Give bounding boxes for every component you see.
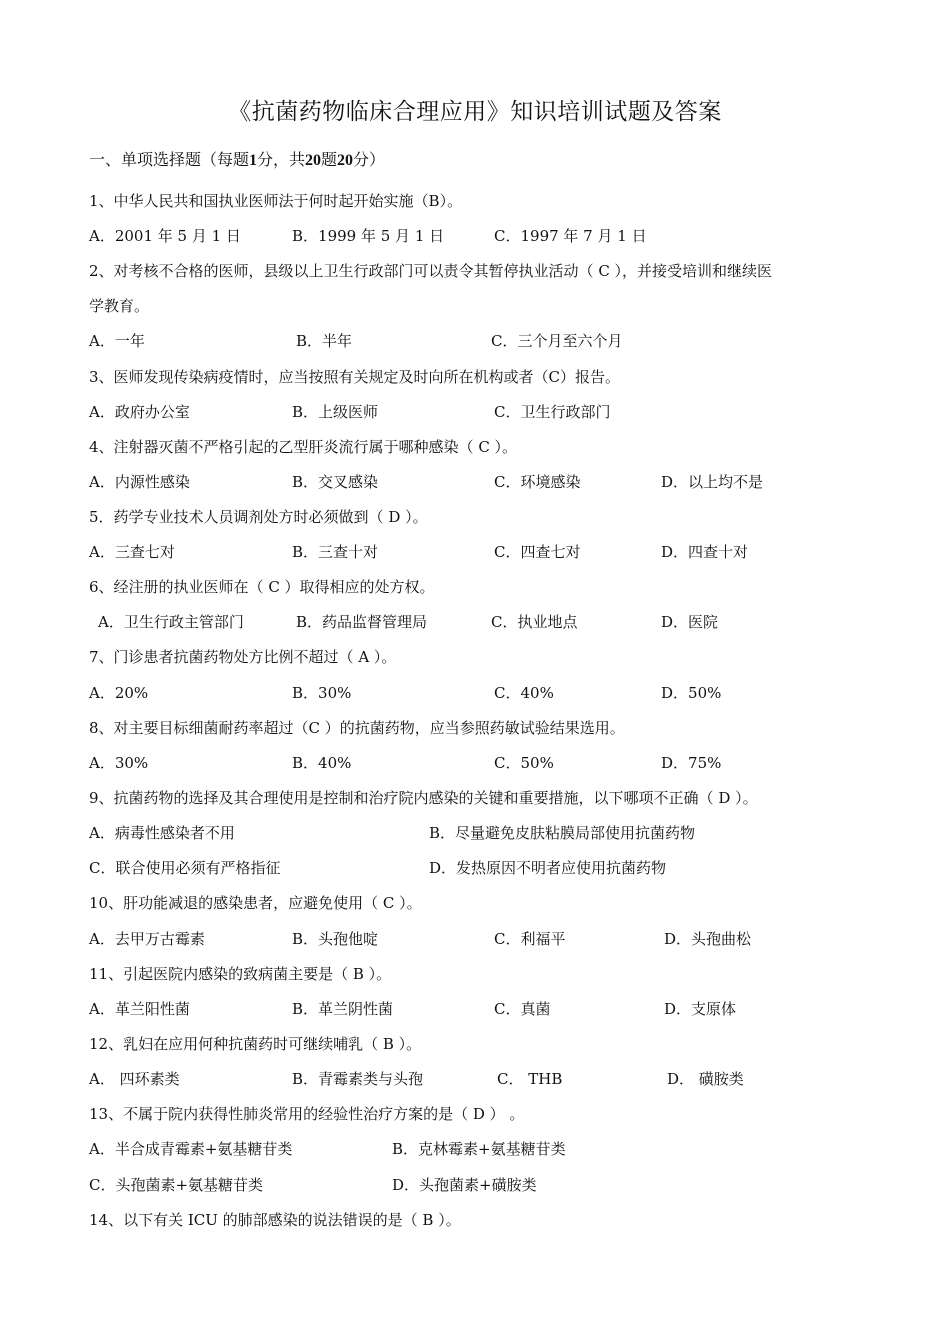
answer-option: B．40% [292, 754, 352, 772]
answer-option: A．2001 年 5 月 1 日 [89, 227, 241, 245]
question-stem: 4、注射器灭菌不严格引起的乙型肝炎流行属于哪种感染（ C ）。 [89, 438, 518, 456]
section-heading-text: 一、单项选择题（每题 [89, 150, 250, 169]
answer-option: C．联合使用必须有严格指征 [89, 859, 281, 877]
answer-option: D．支原体 [664, 1000, 737, 1018]
answer-option: A．一年 [89, 332, 145, 350]
answer-option: D．头孢菌素+磺胺类 [392, 1176, 537, 1194]
answer-option: C．环境感染 [494, 473, 581, 491]
question-stem: 1、中华人民共和国执业医师法于何时起开始实施（B）。 [89, 192, 463, 210]
question-stem: 5．药学专业技术人员调剂处方时必须做到（ D ）。 [89, 508, 428, 526]
answer-option: B．尽量避免皮肤粘膜局部使用抗菌药物 [429, 824, 696, 842]
section-heading-text: 题 [321, 150, 338, 169]
answer-option: D．以上均不是 [661, 473, 764, 491]
answer-option: D．四查十对 [661, 543, 749, 561]
answer-option: C．真菌 [494, 1000, 551, 1018]
question-stem: 9、抗菌药物的选择及其合理使用是控制和治疗院内感染的关键和重要措施，以下哪项不正确（ D ）。 [89, 789, 758, 807]
answer-option: A．革兰阳性菌 [89, 1000, 190, 1018]
question-stem: 11、引起医院内感染的致病菌主要是（ B ）。 [89, 965, 392, 983]
section-heading-text: 分，共 [257, 150, 306, 169]
answer-option: D． 磺胺类 [667, 1070, 744, 1088]
question-stem: 6、经注册的执业医师在（ C ）取得相应的处方权。 [89, 578, 435, 596]
question-stem: 10、肝功能减退的感染患者，应避免使用（ C ）。 [89, 894, 422, 912]
question-stem-continued: 学教育。 [89, 297, 150, 315]
answer-option: D．75% [661, 754, 722, 772]
answer-option: B．青霉素类与头孢 [292, 1070, 424, 1088]
answer-option: A．病毒性感染者不用 [89, 824, 235, 842]
section-points-per-question: 1 [249, 152, 258, 169]
answer-option: C．执业地点 [491, 613, 578, 631]
answer-option: C．40% [494, 684, 554, 702]
question-stem: 3、医师发现传染病疫情时，应当按照有关规定及时向所在机构或者（C）报告。 [89, 368, 621, 386]
question-stem: 8、对主要目标细菌耐药率超过（C ）的抗菌药物，应当参照药敏试验结果选用。 [89, 719, 625, 737]
answer-option: B．革兰阴性菌 [292, 1000, 394, 1018]
answer-option: B．药品监督管理局 [296, 613, 428, 631]
answer-option: A．三查七对 [89, 543, 175, 561]
answer-option: C．1997 年 7 月 1 日 [494, 227, 647, 245]
question-stem: 2、对考核不合格的医师，县级以上卫生行政部门可以责令其暂停执业活动（ C ），并接受培训和继续医 [89, 262, 773, 280]
answer-option: A．去甲万古霉素 [89, 930, 205, 948]
answer-option: A． 四环素类 [89, 1070, 180, 1088]
answer-option: C．利福平 [494, 930, 566, 948]
section-heading-text: 分） [353, 150, 386, 169]
answer-option: D．头孢曲松 [664, 930, 752, 948]
answer-option: B．交叉感染 [292, 473, 379, 491]
answer-option: B．半年 [296, 332, 353, 350]
section-heading [89, 147, 385, 170]
answer-option: D．50% [661, 684, 722, 702]
answer-option: A．内源性感染 [89, 473, 190, 491]
answer-option: A．卫生行政主管部门 [98, 613, 244, 631]
answer-option: A．20% [89, 684, 149, 702]
answer-option: A．政府办公室 [89, 403, 190, 421]
question-stem: 13、不属于院内获得性肺炎常用的经验性治疗方案的是（ D ） 。 [89, 1105, 525, 1123]
answer-option: B．上级医师 [292, 403, 379, 421]
document-title: 《抗菌药物临床合理应用》知识培训试题及答案 [228, 99, 722, 125]
answer-option: C．四查七对 [494, 543, 581, 561]
answer-option: C．三个月至六个月 [491, 332, 623, 350]
section-question-count: 20 [305, 152, 322, 169]
question-stem: 12、乳妇在应用何种抗菌药时可继续哺乳（ B ）。 [89, 1035, 422, 1053]
answer-option: B．30% [292, 684, 352, 702]
answer-option: A．30% [89, 754, 149, 772]
section-total-points: 20 [337, 152, 354, 169]
answer-option: B．三查十对 [292, 543, 379, 561]
answer-option: B．克林霉素+氨基糖苷类 [392, 1140, 566, 1158]
question-stem: 14、以下有关 ICU 的肺部感染的说法错误的是（ B ）。 [89, 1211, 461, 1229]
answer-option: C．头孢菌素+氨基糖苷类 [89, 1176, 264, 1194]
answer-option: B．1999 年 5 月 1 日 [292, 227, 445, 245]
answer-option: C．卫生行政部门 [494, 403, 611, 421]
answer-option: A．半合成青霉素+氨基糖苷类 [89, 1140, 293, 1158]
answer-option: C． THB [497, 1070, 563, 1088]
answer-option: B．头孢他啶 [292, 930, 379, 948]
answer-option: D．医院 [661, 613, 719, 631]
answer-option: D．发热原因不明者应使用抗菌药物 [429, 859, 667, 877]
question-stem: 7、门诊患者抗菌药物处方比例不超过（ A ）。 [89, 648, 397, 666]
answer-option: C．50% [494, 754, 554, 772]
